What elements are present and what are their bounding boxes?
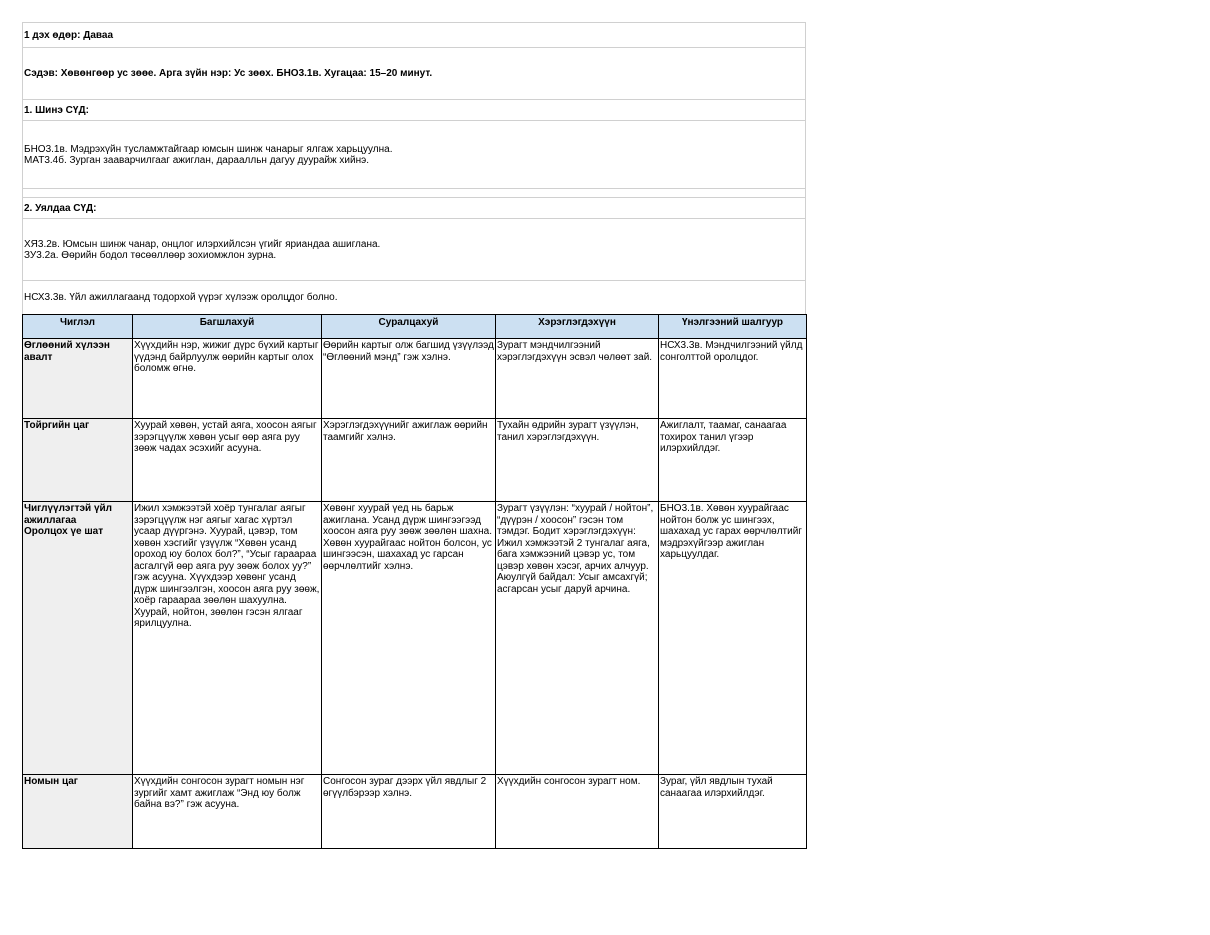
spacer-row <box>22 188 806 197</box>
column-header-criteria: Үнэлгээний шалгуур <box>659 315 807 339</box>
stage-cell: Номын цаг <box>23 775 133 849</box>
criteria-cell: Зураг, үйл явдлын тухай санаагаа илэрхийлдэг. <box>659 775 807 849</box>
column-header-learning: Суралцахуй <box>322 315 496 339</box>
day-title: 1 дэх өдөр: Даваа <box>24 29 114 41</box>
linked-objectives-heading-row <box>22 197 806 218</box>
linked-note: НСХ3.3в. Үйл ажиллагаанд тодорхой үүрэг хүлээж оролцдог болно. <box>24 292 338 303</box>
linked-objectives-heading: 2. Уялдаа СҮД: <box>24 202 97 214</box>
teaching-cell: Хуурай хөвөн, устай аяга, хоосон аягыг зэрэгцүүлж хөвөн усыг өөр аяга руу зөөж чадах эсэхийг асууна. <box>133 419 322 502</box>
learning-cell: Сонгосон зураг дээрх үйл явдлыг 2 өгүүлбэрээр хэлнэ. <box>322 775 496 849</box>
new-objectives-heading-row <box>22 99 806 120</box>
day-title-row <box>22 22 806 47</box>
linked-objectives-row <box>22 218 806 280</box>
criteria-cell: Ажиглалт, таамаг, санаагаа тохирох танил үгээр илэрхийлдэг. <box>659 419 807 502</box>
stage-cell: Тойргийн цаг <box>23 419 133 502</box>
topic-row <box>22 47 806 99</box>
column-header-stage: Чиглэл <box>23 315 133 339</box>
learning-cell: Хөвөнг хуурай үед нь барьж ажиглана. Усанд дүрж шингээгээд хоосон аяга руу зөөж зөөлөн шахна. Хөвөн хуурайгаас нойтон болсон, ус шингээсэн, шахахад ус гарсан өөрчлөлтийг хэлнэ. <box>322 502 496 775</box>
materials-cell: Зурагт мэндчилгээний хэрэглэгдэхүүн эсвэл чөлөөт зай. <box>496 339 659 419</box>
lesson-plan-sheet <box>22 22 806 849</box>
new-objectives-heading: 1. Шинэ СҮД: <box>24 104 89 116</box>
learning-cell: Хэрэглэгдэхүүнийг ажиглаж өөрийн таамгийг хэлнэ. <box>322 419 496 502</box>
table-row <box>23 339 807 419</box>
stage-cell: Өглөөний хүлээн авалт <box>23 339 133 419</box>
linked-note-row <box>22 280 806 314</box>
criteria-cell: БНО3.1в. Хөвөн хуурайгаас нойтон болж ус шингээх, шахахад ус гарах өөрчлөлтийг мэдрэхүйгээр ажиглан харьцуулдаг. <box>659 502 807 775</box>
table-row <box>23 502 807 775</box>
column-header-teaching: Багшлахуй <box>133 315 322 339</box>
topic-text: Сэдэв: Хөвөнгөөр ус зөөе. Арга зүйн нэр: Ус зөөх. БНО3.1в. Хугацаа: 15–20 минут. <box>24 68 433 79</box>
new-objectives-row <box>22 120 806 188</box>
learning-cell: Өөрийн картыг олж багшид үзүүлээд “Өглөөний мэнд” гэж хэлнэ. <box>322 339 496 419</box>
stage-cell: Чиглүүлэгтэй үйл ажиллагаа Оролцох үе шат <box>23 502 133 775</box>
table-row <box>23 419 807 502</box>
criteria-cell: НСХ3.3в. Мэндчилгээний үйлд сонголттой оролцдог. <box>659 339 807 419</box>
materials-cell: Тухайн өдрийн зурагт үзүүлэн, танил хэрэглэгдэхүүн. <box>496 419 659 502</box>
activity-table <box>22 314 807 849</box>
table-row <box>23 775 807 849</box>
teaching-cell: Хүүхдийн сонгосон зурагт номын нэг зургийг хамт ажиглаж “Энд юу болж байна вэ?” гэж асууна. <box>133 775 322 849</box>
column-header-materials: Хэрэглэгдэхүүн <box>496 315 659 339</box>
teaching-cell: Ижил хэмжээтэй хоёр тунгалаг аягыг зэрэгцүүлж нэг аягыг хагас хүртэл усаар дүүргэнэ. Хуурай, цэвэр, том хөвөн хэсгийг үзүүлж “Хөвөн усанд ороход юу болох бол?”, “Усыг гараараа асгалгүй өөр аяга руу зөөж болох уу?” гэж асууна. Хүүхдээр хөвөнг усанд дүрж шингээлгэн, хоосон аяга руу зөөж, хоёр гараараа зөөлөн шахуулна. Хуурай, нойтон, зөөлөн гэсэн ялгааг ярилцуулна. <box>133 502 322 775</box>
table-header-row <box>23 315 807 339</box>
teaching-cell: Хүүхдийн нэр, жижиг дүрс бүхий картыг үүдэнд байрлуулж өөрийн картыг олох боломж өгнө. <box>133 339 322 419</box>
new-objectives-list: БНО3.1в. Мэдрэхүйн тусламжтайгаар юмсын шинж чанарыг ялгаж харьцуулна. МАТ3.4б. Зурган зааварчилгааг ажиглан, дараалльн дагуу дуурайж хийнэ. <box>24 143 393 166</box>
materials-cell: Хүүхдийн сонгосон зурагт ном. <box>496 775 659 849</box>
linked-objectives-list: ХЯ3.2в. Юмсын шинж чанар, онцлог илэрхийлсэн үгийг яриандаа ашиглана. ЗУ3.2а. Өөрийн бодол төсөөллөөр зохиомжлон зурна. <box>24 238 381 261</box>
materials-cell: Зурагт үзүүлэн: “хуурай / нойтон”, “дүүрэн / хоосон” гэсэн том тэмдэг. Бодит хэрэглэгдэхүүн: Ижил хэмжээтэй 2 тунгалаг аяга, бага хэмжээний цэвэр ус, том цэвэр хөвөн хэсэг, арчих алчуур. Аюулгүй байдал: Усыг амсахгүй; асгарсан усыг даруй арчина. <box>496 502 659 775</box>
